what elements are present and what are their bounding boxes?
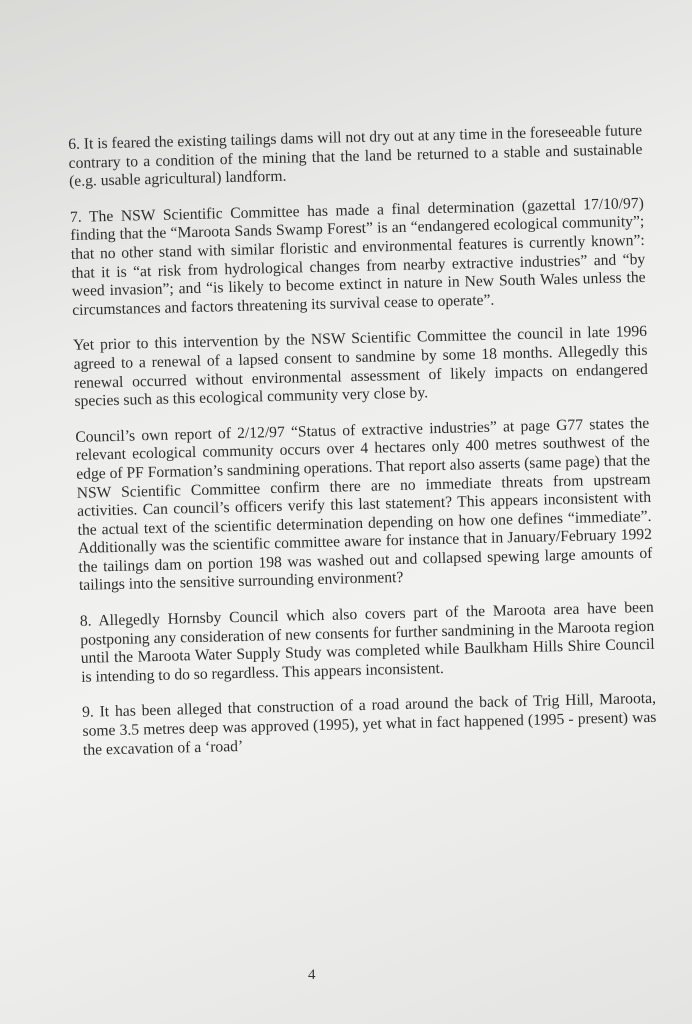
paragraph-renewal: Yet prior to this intervention by the NSW Scientific Committee the council in late 1996 agreed to a renewal of a lapsed consent to sandmine by some 18 months. Allegedly this renewal occurred without environmental assessment of likely impacts on endangered species such as this ecological community very close by. [72, 323, 649, 411]
body-text [68, 122, 657, 777]
paragraph-council-report: Council’s own report of 2/12/97 “Status of extractive industries” at page G77 states the relevant ecological community occurs over 4 hectares only 400 metres southwest of the edge of PF Formation’s sandmining operations. That report also asserts (same page) that the NSW Scientific Committee confirm there are no immediate threats from upstream activities. Can council’s officers verify this last statement? This appears inconsistent with the actual text of the scientific determination depending on how one defines “immediate”. Additionally was the scientific committee aware for instance that in January/February 1992 the tailings dam on portion 198 was washed out and collapsed spewing large amounts of tailings into the sensitive surrounding environment? [75, 414, 653, 595]
paragraph-8: 8. Allegedly Hornsby Council which also covers part of the Maroota area have been postponing any consideration of new consents for further sandmining in the Maroota region until the Maroota Water Supply Study was completed while Baulkham Hills Shire Council is intending to do so regardless. This appears inconsistent. [79, 598, 655, 686]
page-number: 4 [308, 967, 316, 983]
paragraph-7: 7. The NSW Scientific Committee has made a final determination (gazettal 17/10/97) finding that the “Maroota Sands Swamp Forest” is an “endangered ecological community”; that no other stand with similar floristic and environmental features is currently known”: that it is “at risk from hydrological changes from nearby extractive industries” and “by weed invasion”; and “is likely to become extinct in nature in New South Wales unless the circumstances and factors threatening its survival cease to operate”. [69, 194, 646, 319]
paragraph-6: 6. It is feared the existing tailings dams will not dry out at any time in the foreseeable future contrary to a condition of the mining that the land be returned to a stable and sustainable (e.g. usable agricultural) landform. [68, 121, 643, 191]
paragraph-9: 9. It has been alleged that construction of a road around the back of Trig Hill, Maroota, some 3.5 metres deep was approved (1995), yet what in fact happened (1995 - present) was the excavation of a ‘road’ [81, 690, 657, 759]
